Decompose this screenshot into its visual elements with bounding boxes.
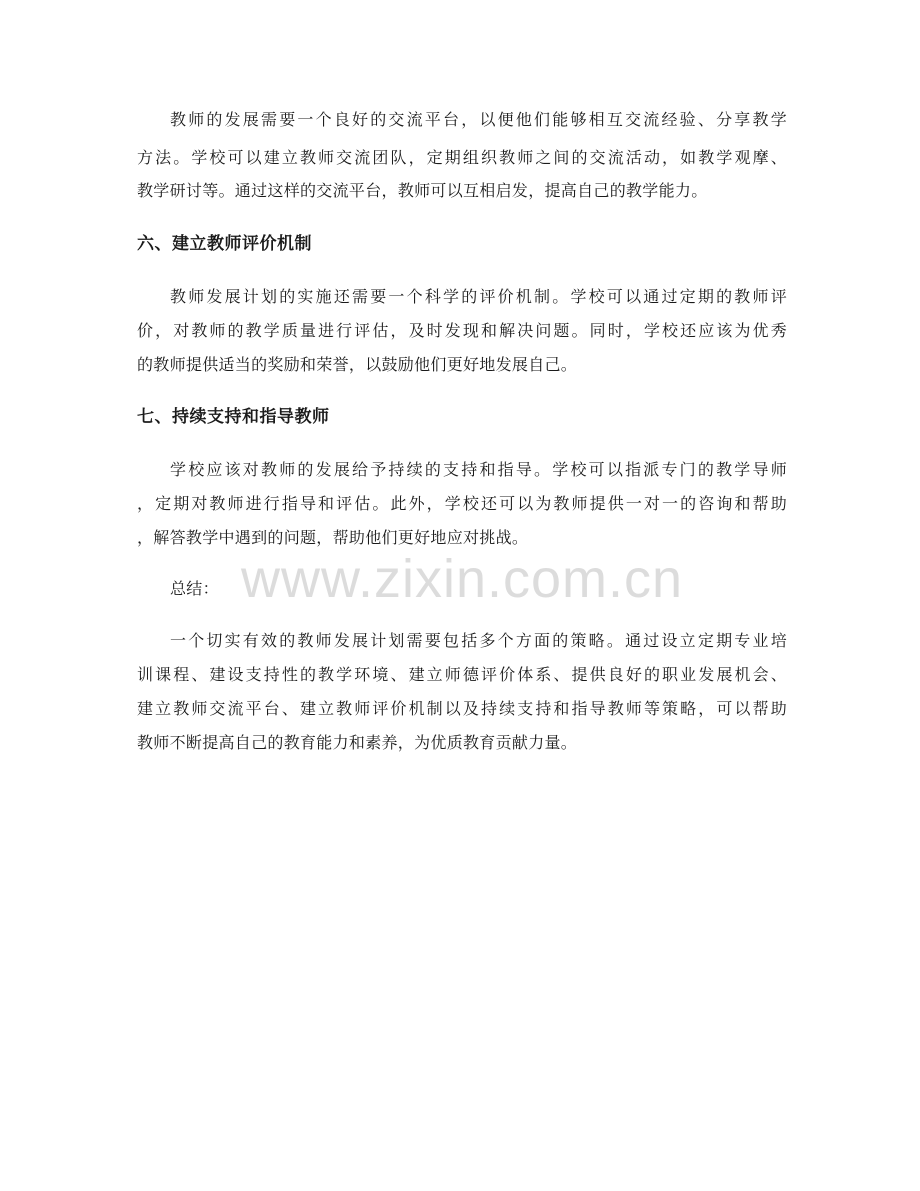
paragraph-line: 价，对教师的教学质量进行评估，及时发现和解决问题。同时，学校还应该为优秀 [137,321,787,340]
paragraph-line: 教师不断提高自己的教育能力和素养，为优质教育贡献力量。 [137,733,578,752]
paragraph-line: 一个切实有效的教师发展计划需要包括多个方面的策略。通过设立定期专业培 [170,631,787,650]
paragraph-line: ，定期对教师进行指导和评估。此外，学校还可以为教师提供一对一的咨询和帮助 [137,494,787,513]
paragraph-line: 的教师提供适当的奖励和荣誉，以鼓励他们更好地发展自己。 [137,355,578,374]
summary-label: 总结： [170,579,219,598]
section-heading-support: 七、持续支持和指导教师 [137,407,330,427]
paragraph-line: 学校应该对教师的发展给予持续的支持和指导。学校可以指派专门的教学导师 [170,460,787,479]
paragraph-line: 教师发展计划的实施还需要一个科学的评价机制。学校可以通过定期的教师评 [170,287,787,306]
paragraph-line: 教学研讨等。通过这样的交流平台，教师可以互相启发，提高自己的教学能力。 [137,181,708,200]
paragraph-line: 建立教师交流平台、建立教师评价机制以及持续支持和指导教师等策略，可以帮助 [137,699,787,718]
section-heading-evaluation: 六、建立教师评价机制 [137,234,312,254]
paragraph-line: ，解答教学中遇到的问题，帮助他们更好地应对挑战。 [137,528,529,547]
paragraph-line: 方法。学校可以建立教师交流团队，定期组织教师之间的交流活动，如教学观摩、 [137,148,787,167]
paragraph-line: 教师的发展需要一个良好的交流平台，以便他们能够相互交流经验、分享教学 [170,110,787,129]
watermark: www.zixin.com.cn [240,549,684,609]
paragraph-line: 训课程、建设支持性的教学环境、建立师德评价体系、提供良好的职业发展机会、 [137,665,787,684]
